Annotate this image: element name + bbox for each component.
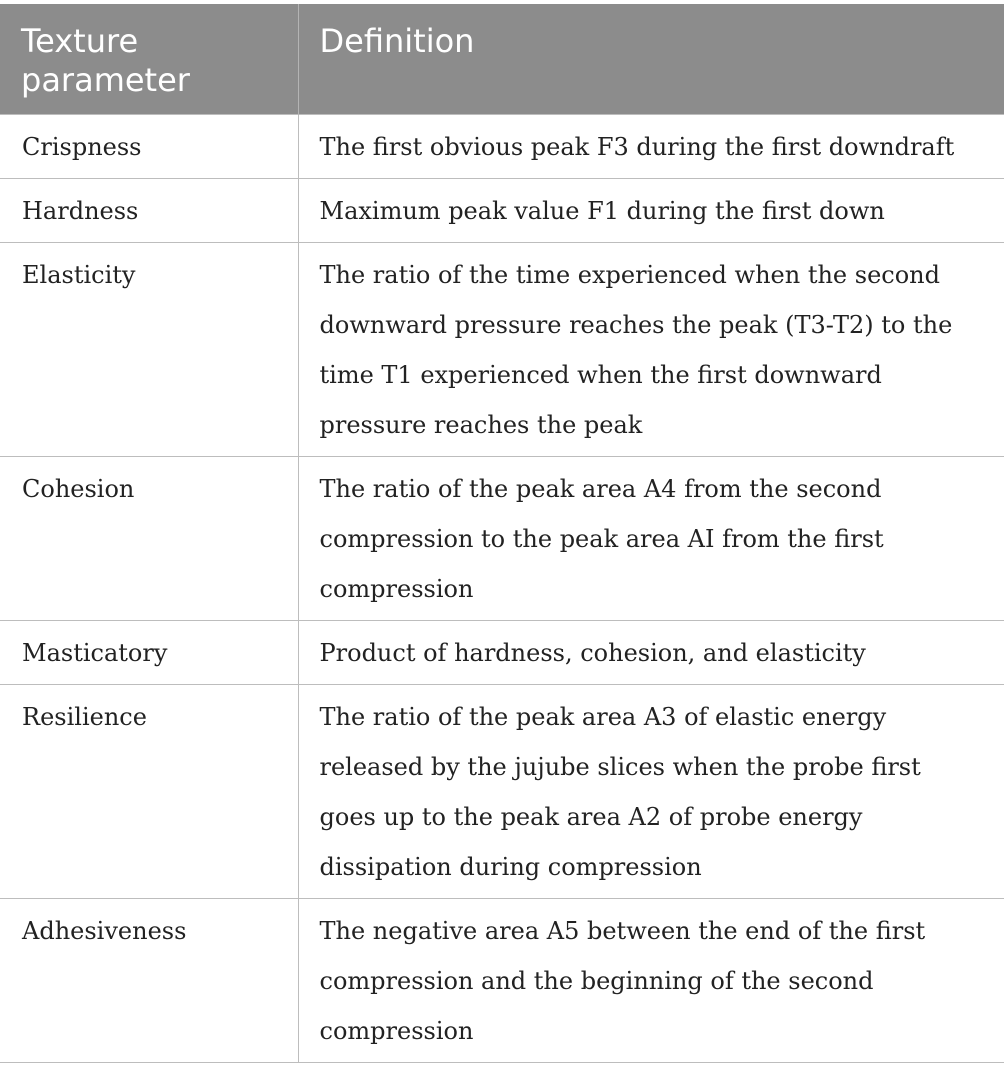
definition-cell: Product of hardness, cohesion, and elasticity [298,621,1004,685]
table-header [0,4,1004,115]
definition-cell: The negative area A5 between the end of the first compression and the beginning of the second compression [298,899,1004,1063]
table-row [0,115,1004,179]
table-row [0,621,1004,685]
definition-cell: The ratio of the peak area A4 from the second compression to the peak area AI from the first compression [298,457,1004,621]
parameter-cell: Resilience [0,685,298,899]
parameter-cell: Masticatory [0,621,298,685]
parameter-cell: Elasticity [0,243,298,457]
definition-cell: Maximum peak value F1 during the first down [298,179,1004,243]
table-row [0,243,1004,457]
definition-cell: The first obvious peak F3 during the first downdraft [298,115,1004,179]
table-body [0,115,1004,1063]
header-definition: Definition [298,4,1004,115]
texture-parameter-table-container [0,4,1004,1063]
definition-cell: The ratio of the time experienced when the second downward pressure reaches the peak (T3-T2) to the time T1 experienced when the first downward pressure reaches the peak [298,243,1004,457]
table-row [0,899,1004,1063]
parameter-cell: Adhesiveness [0,899,298,1063]
header-row [0,4,1004,115]
table-row [0,179,1004,243]
header-texture-parameter: Texture parameter [0,4,298,115]
parameter-cell: Cohesion [0,457,298,621]
table-row [0,457,1004,621]
texture-parameter-table [0,4,1004,1063]
parameter-cell: Hardness [0,179,298,243]
definition-cell: The ratio of the peak area A3 of elastic energy released by the jujube slices when the probe first goes up to the peak area A2 of probe energy dissipation during compression [298,685,1004,899]
table-row [0,685,1004,899]
parameter-cell: Crispness [0,115,298,179]
